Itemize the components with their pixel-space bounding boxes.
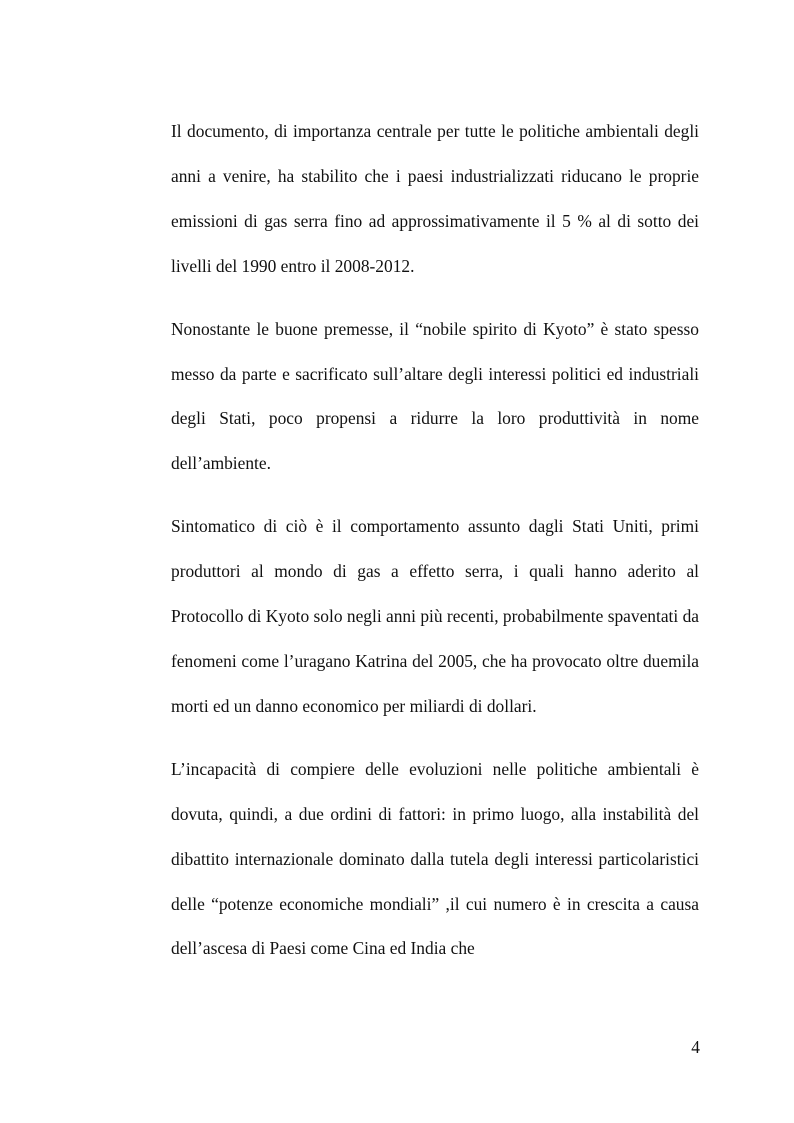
body-text: [171, 109, 699, 989]
page-number: 4: [691, 1037, 700, 1057]
paragraph-united-states: Sintomatico di ciò è il comportamento assunto dagli Stati Uniti, primi produttori al mondo di gas a effetto serra, i quali hanno aderito al Protocollo di Kyoto solo negli anni più recenti, probabilmente spaventati da fenomeni come l’uragano Katrina del 2005, che ha provocato oltre duemila morti ed un danno economico per miliardi di dollari.: [171, 516, 699, 716]
paragraph-kyoto-spirit: Nonostante le buone premesse, il “nobile spirito di Kyoto” è stato spesso messo da parte e sacrificato sull’altare degli interessi politici ed industriali degli Stati, poco propensi a ridurre la loro produttività in nome dell’ambiente.: [171, 318, 699, 474]
paragraph-kyoto-document: Il documento, di importanza centrale per tutte le politiche ambientali degli anni a venire, ha stabilito che i paesi industrializzati riducano le proprie emissioni di gas serra fino ad approssimativamente il 5 % al di sotto dei livelli del 1990 entro il 2008-2012.: [171, 121, 699, 276]
paragraph-policy-failure: L’incapacità di compiere delle evoluzioni nelle politiche ambientali è dovuta, quindi, a due ordini di fattori: in primo luogo, alla instabilità del dibattito internazionale dominato dalla tutela degli interessi particolaristici delle “potenze economiche mondiali” ,il cui numero è in crescita a causa dell’ascesa di Paesi come Cina ed India che: [171, 758, 699, 959]
